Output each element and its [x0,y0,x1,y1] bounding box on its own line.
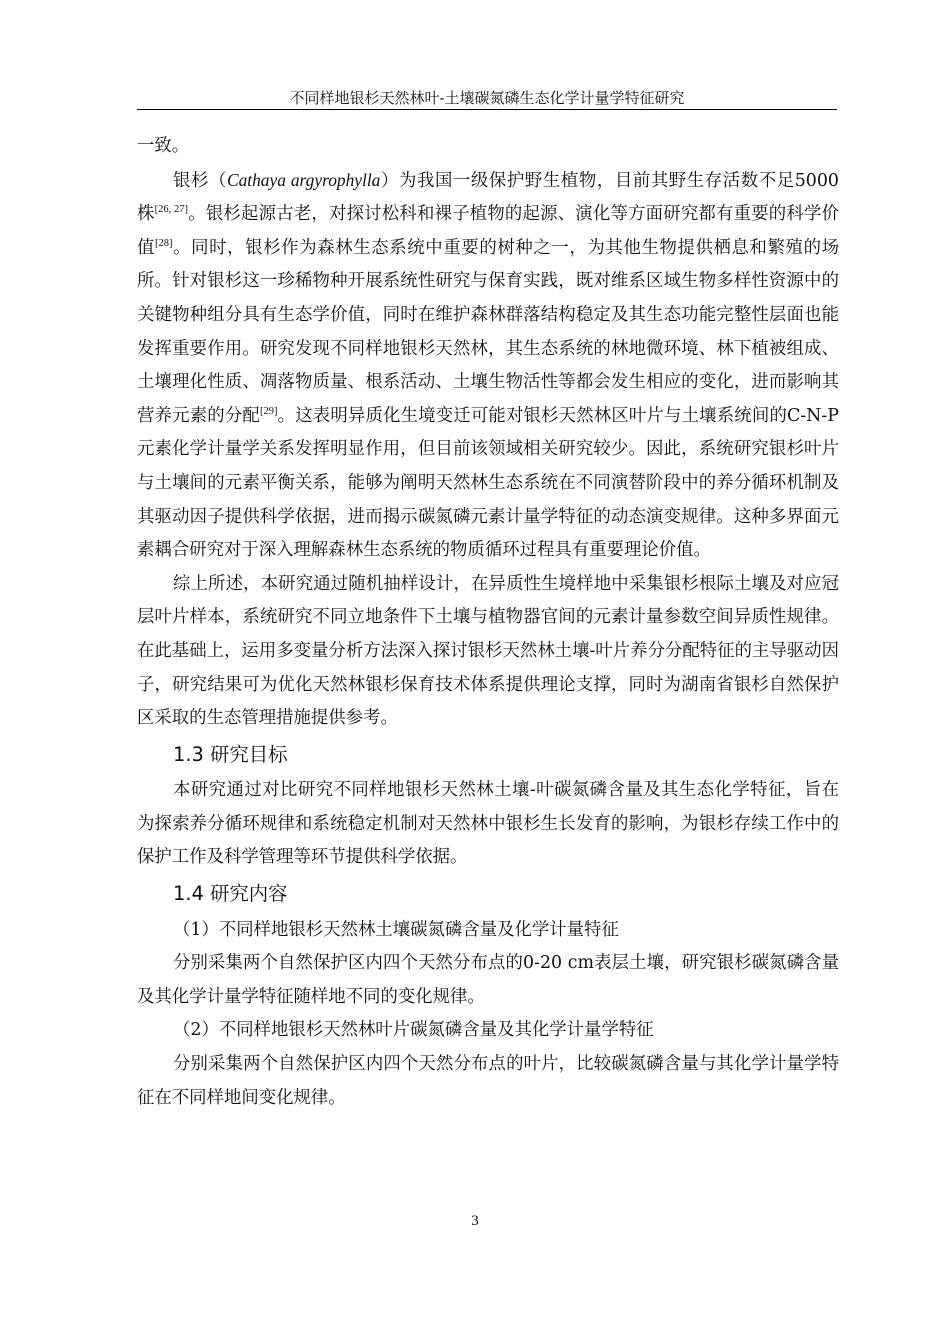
text-segment: 。银杉起源古老，对探讨松科和裸子植物的起源、演化等方面研究都有重要的科学价值 [137,204,839,258]
content-item-1-text: 分别采集两个自然保护区内四个天然分布点的0-20 cm表层土壤，研究银杉碳氮磷含量及其化学计量学特征随样地不同的变化规律。 [137,953,839,1007]
citation-ref: [26, 27] [154,204,189,216]
content-item-2-title: （2）不同样地银杉天然林叶片碳氮磷含量及其化学计量学特征 [173,1020,654,1041]
content-item-2-text: 分别采集两个自然保护区内四个天然分布点的叶片，比较碳氮磷含量与其化学计量学特征在不同样地间变化规律。 [137,1054,839,1108]
text-segment: 。这表明异质化生境变迁可能对银杉天然林区叶片与土壤系统间的C-N-P元素化学计量学关系发挥明显作用，但目前该领域相关研究较少。因此，系统研究银杉叶片与土壤间的元素平衡关系，能够为阐明天然林生态系统在不同演替阶段中的养分循环机制及其驱动因子提供科学依据，进而揭示碳氮磷元素计量学特征的动态演变规律。这种多界面元素耦合研究对于深入理解森林生态系统的物质循环过程具有重要理论价值。 [137,405,839,561]
body-text [137,130,839,1115]
section-heading-1-3: 1.3 研究目标 [173,742,288,766]
paragraph-continuation: 一致。 [137,136,190,156]
paragraph-research-objective: 本研究通过对比研究不同样地银杉天然林土壤-叶碳氮磷含量及其生态化学特征，旨在为探索养分循环规律和系统稳定机制对天然林中银杉生长发育的影响，为银杉存续工作中的保护工作及科学管理等环节提供科学依据。 [137,780,839,868]
page-number: 3 [471,1213,479,1229]
header-rule [137,109,837,110]
section-heading-1-4: 1.4 研究内容 [173,882,288,906]
paragraph-summary: 综上所述，本研究通过随机抽样设计，在异质性生境样地中采集银杉根际土壤及对应冠层叶片样本，系统研究不同立地条件下土壤与植物器官间的元素计量参数空间异质性规律。在此基础上，运用多变量分析方法深入探讨银杉天然林土壤-叶片养分分配特征的主导驱动因子，研究结果可为优化天然林银杉保育技术体系提供理论支撑，同时为湖南省银杉自然保护区采取的生态管理措施提供参考。 [137,573,839,729]
content-item-1-title: （1）不同样地银杉天然林土壤碳氮磷含量及化学计量特征 [173,919,619,940]
running-header: 不同样地银杉天然林叶-土壤碳氮磷生态化学计量学特征研究 [289,89,685,107]
text-segment: ）为我国一级保护野生植物，目前其野生存活数不足5000株 [137,170,839,225]
species-name: Cathaya argyrophylla [226,169,381,190]
paragraph-cathaya-intro [137,164,839,568]
citation-ref: [29] [259,405,278,417]
text-segment: 银杉（ [173,170,227,191]
text-segment: 。同时，银杉作为森林生态系统中重要的树种之一，为其他生物提供栖息和繁殖的场所。针对银杉这一珍稀物种开展系统性研究与保育实践，既对维系区域生物多样性资源中的关键物种组分具有生态学价值，同时在维护森林群落结构稳定及其生态功能完整性层面也能发挥重要作用。研究发现不同样地银杉天然林，其生态系统的林地微环境、林下植被组成、土壤理化性质、凋落物质量、根系活动、土壤生物活性等都会发生相应的变化，进而影响其营养元素的分配 [137,237,839,426]
citation-ref: [28] [155,237,173,249]
